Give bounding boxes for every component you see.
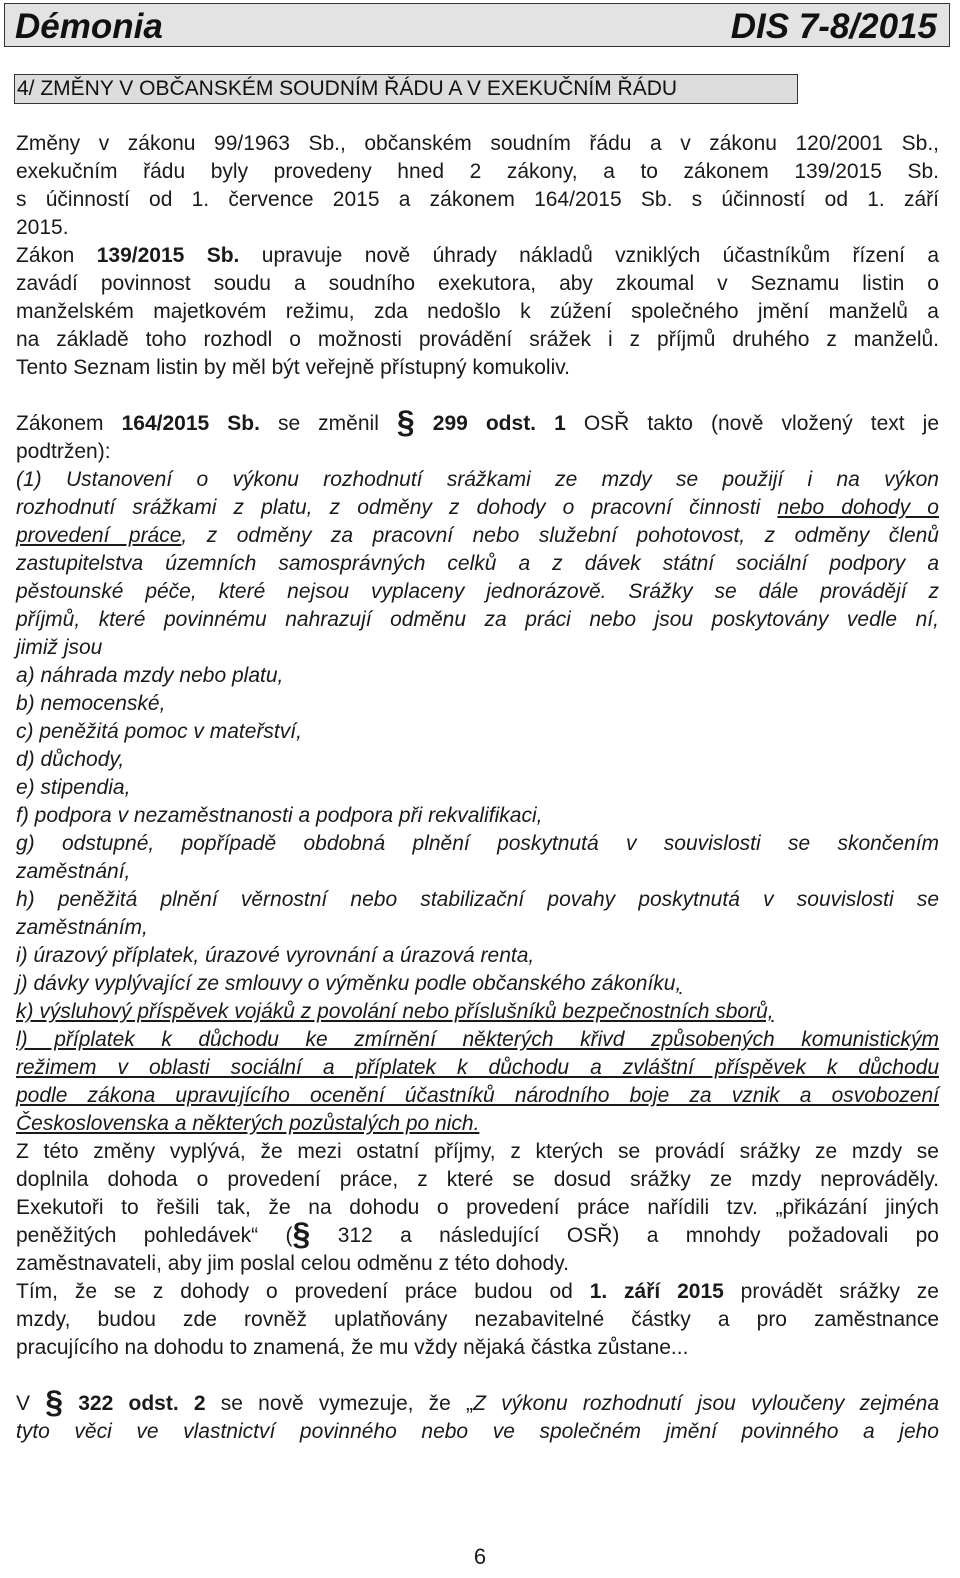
text-line: zavádí povinnost soudu a soudního exekutora, aby zkoumal v Seznamu listin o xyxy=(16,272,939,295)
list-item: zaměstnání, xyxy=(16,860,131,883)
section-sign: § xyxy=(45,1384,64,1420)
text-line: Z této změny vyplývá, že mezi ostatní příjmy, z kterých se provádí srážky ze mzdy se xyxy=(16,1140,939,1163)
text-line: zastupitelstva územních samosprávných celků a z dávek státní sociální podpory a xyxy=(16,552,939,575)
text-line: Tím, že se z dohody o provedení práce budou od 1. září 2015 provádět srážky ze xyxy=(16,1280,939,1303)
quoted-law-text xyxy=(16,466,939,1138)
list-item: j) dávky vyplývající ze smlouvy o výměnku podle občanského zákoníku, xyxy=(16,972,682,995)
text-line: manželském majetkovém režimu, zda nedošlo k zúžení společného jmění manželů a xyxy=(16,300,939,323)
list-item: d) důchody, xyxy=(16,748,125,771)
list-item: režimem v oblasti sociální a příplatek k důchodu a zvláštní příspěvek k důchodu xyxy=(16,1056,939,1079)
list-item: l) příplatek k důchodu ke zmírnění některých křivd způsobených komunistickým xyxy=(16,1028,939,1051)
section-heading: 4/ ZMĚNY V OBČANSKÉM SOUDNÍM ŘÁDU A V EXEKUČNÍM ŘÁDU xyxy=(14,74,798,104)
text-line: rozhodnutí srážkami z platu, z odměny z dohody o pracovní činnosti nebo dohody o xyxy=(16,496,939,519)
section-sign: § xyxy=(396,404,415,440)
page-header xyxy=(4,3,950,47)
list-item: k) výsluhový příspěvek vojáků z povolání nebo příslušníků bezpečnostních sborů, xyxy=(16,1000,774,1023)
text-line: Zákonem 164/2015 Sb. se změnil § 299 odst. 1 OSŘ takto (nově vložený text je xyxy=(16,404,940,440)
text-line: na základě toho rozhodl o možnosti provádění srážek i z příjmů druhého z manželů. xyxy=(16,328,939,351)
issue-number: DIS 7-8/2015 xyxy=(730,7,937,46)
list-item: Československa a některých pozůstalých po nich. xyxy=(16,1112,480,1135)
text-line: Tento Seznam listin by měl být veřejně přístupný komukoliv. xyxy=(16,356,571,379)
text-line: Zákon 139/2015 Sb. upravuje nově úhrady nákladů vzniklých účastníkům řízení a xyxy=(16,244,940,267)
list-item: i) úrazový příplatek, úrazové vyrovnání a úrazová renta, xyxy=(16,944,535,967)
article-body xyxy=(16,130,939,1446)
text-line: Změny v zákonu 99/1963 Sb., občanském soudním řádu a v zákonu 120/2001 Sb., xyxy=(16,132,939,155)
text-line: (1) Ustanovení o výkonu rozhodnutí srážkami ze mzdy se použijí i na výkon xyxy=(16,468,939,491)
law-reference: 164/2015 Sb. xyxy=(121,412,260,435)
text-line: mzdy, budou zde rovněž uplatňovány nezabavitelné částky a pro zaměstnance xyxy=(16,1308,939,1331)
list-item: podle zákona upravujícího ocenění účastníků národního boje za vznik a osvobození xyxy=(16,1084,939,1107)
inserted-text: provedení práce xyxy=(16,524,182,547)
effective-date: 1. září 2015 xyxy=(589,1280,724,1303)
list-item: c) peněžitá pomoc v mateřství, xyxy=(16,720,302,743)
text-line: s účinností od 1. července 2015 a zákonem 164/2015 Sb. s účinností od 1. září xyxy=(16,188,939,211)
list-item: a) náhrada mzdy nebo platu, xyxy=(16,664,284,687)
text-line: pracujícího na dohodu to znamená, že mu vždy nějaká částka zůstane... xyxy=(16,1336,689,1359)
text-line: Exekutoři to řešili tak, že na dohodu o provedení práce nařídili tzv. „přikázání jiných xyxy=(16,1196,939,1219)
list-item: f) podpora v nezaměstnanosti a podpora při rekvalifikaci, xyxy=(16,804,543,827)
list-item: zaměstnáním, xyxy=(16,916,148,939)
inserted-text: , xyxy=(675,972,682,995)
inserted-text: nebo dohody o xyxy=(777,496,939,519)
list-item: h) peněžitá plnění věrnostní nebo stabilizační povahy poskytnutá v souvislosti se xyxy=(16,888,939,911)
text-line: V § 322 odst. 2 se nově vymezuje, že „Z výkonu rozhodnutí jsou vyloučeny zejména xyxy=(16,1384,940,1420)
list-item: g) odstupné, popřípadě obdobná plnění poskytnutá v souvislosti se skončením xyxy=(16,832,939,855)
text-line: podtržen): xyxy=(16,440,111,463)
list-item: b) nemocenské, xyxy=(16,692,166,715)
text-line: zaměstnavateli, aby jim poslal celou odměnu z této dohody. xyxy=(16,1252,569,1275)
text-line: 2015. xyxy=(16,216,69,239)
text-line: příjmů, které povinnému nahrazují odměnu za práci nebo jsou poskytovány vedle ní, xyxy=(16,608,939,631)
page-number: 6 xyxy=(473,1544,487,1569)
text-line: tyto věci ve vlastnictví povinného nebo ve společném jmění povinného a jeho xyxy=(16,1420,939,1443)
magazine-title: Démonia xyxy=(15,7,163,46)
text-line: provedení práce, z odměny za pracovní nebo služební pohotovost, z odměny členů xyxy=(16,524,939,547)
text-line: jimiž jsou xyxy=(16,636,103,659)
law-reference: 139/2015 Sb. xyxy=(96,244,240,267)
text-line: peněžitých pohledávek“ (§ 312 a následující OSŘ) a mnohdy požadovali po xyxy=(16,1216,939,1252)
list-item: e) stipendia, xyxy=(16,776,131,799)
text-line: pěstounské péče, které nejsou vyplaceny jednorázově. Srážky se dále provádějí z xyxy=(16,580,939,603)
text-line: exekučním řádu byly provedeny hned 2 zákony, a to zákonem 139/2015 Sb. xyxy=(16,160,939,183)
section-sign: § xyxy=(292,1216,311,1252)
text-line: doplnila dohoda o provedení práce, z které se dosud srážky ze mzdy neprováděly. xyxy=(16,1168,939,1191)
